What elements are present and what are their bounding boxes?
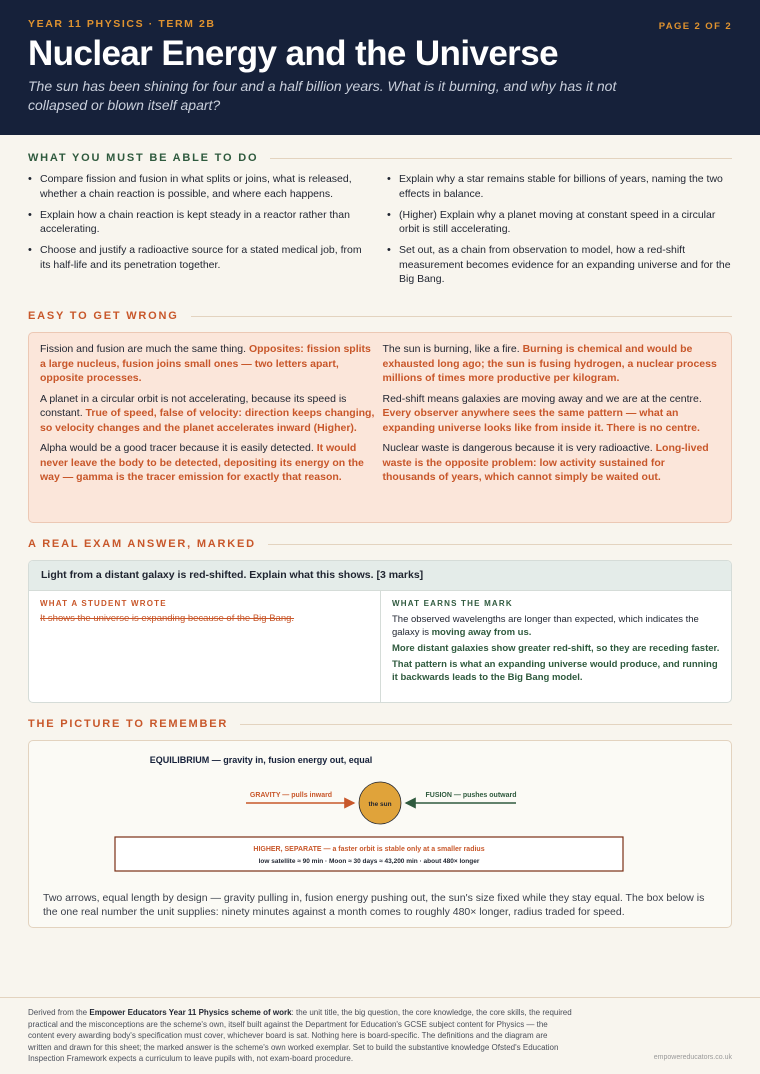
misconception-item: [40, 342, 378, 386]
divider: [268, 544, 732, 545]
misconception-claim: Nuclear waste is dangerous because it is very radioactive.: [382, 442, 653, 454]
mark-scheme-label: WHAT EARNS THE MARK: [392, 599, 513, 608]
orbit-comparison: low satellite ≈ 90 min · Moon ≈ 30 days ≈ 43,200 min · about 480× longer: [258, 858, 480, 865]
equilibrium-diagram-card: [28, 740, 732, 928]
misconception-item: [383, 441, 721, 485]
student-answer-column: [29, 591, 380, 703]
footer-lead: Derived from the: [28, 1008, 90, 1017]
footer-source: Empower Educators Year 11 Physics scheme of work: [89, 1008, 292, 1017]
objectives-list: [28, 172, 732, 293]
list-item: • Set out, as a chain from observation to model, how a red-shift measurement becomes evidence for an expanding universe and for the Big Bang.: [387, 243, 732, 287]
footer-credit: [28, 1007, 573, 1065]
course-eyebrow: YEAR 11 PHYSICS · TERM 2B: [28, 18, 216, 30]
objectives-right-column: [387, 172, 732, 293]
mark-point: That pattern is what an expanding universe would produce, and running it backwards leads to the Big Bang model.: [392, 659, 718, 683]
footer-text: : the unit title, the big question, the core knowledge, the core skills, the required practical and the misconceptions are the scheme's own, itself built against the Department for Education's GCSE subject content for Physics — the content every awarding body's specification must cover, whichever board is sat. Nothing here is board-specific. The definitions and the diagram are written and drawn for this sheet; the marked answer is the scheme's own worked exemplar. Set to build the substantive knowledge Ofsted's Education Inspection Framework expects a curriculum to leave pupils with, not exam-board procedure.: [28, 1008, 572, 1063]
misconception-correction: Every observer anywhere sees the same pattern — what an expanding universe looks like from inside it. There is no centre.: [382, 407, 700, 434]
misconception-claim: Alpha would be a good tracer because it is easily detected.: [40, 442, 314, 454]
misconception-correction: Burning is chemical and would be exhausted long ago; the sun is fusing hydrogen, a nuclear process millions of times more productive per kilogram.: [382, 343, 717, 384]
page-number: PAGE 2 OF 2: [658, 21, 732, 32]
sun-label: the sun: [368, 801, 392, 808]
misconception-correction: Long-lived waste is the opposite problem: low activity sustained for thousands of years, which cannot simply be waited out.: [382, 442, 709, 483]
page-title: Nuclear Energy and the Universe: [28, 34, 558, 73]
divider: [270, 158, 732, 159]
higher-orbit-heading: HIGHER, SEPARATE — a faster orbit is stable only at a smaller radius: [253, 846, 485, 853]
misconception-correction: Opposites: fission splits a large nucleus, fusion joins small ones — two letters apart, opposite processes.: [40, 343, 371, 384]
misconception-correction: True of speed, false of velocity: direction keeps changing, so velocity changes and the planet accelerates inward (Higher).: [40, 407, 375, 434]
list-item: • Explain how a chain reaction is kept steady in a reactor rather than accelerating.: [28, 208, 373, 237]
objectives-heading-label: WHAT YOU MUST BE ABLE TO DO: [28, 152, 259, 164]
misconception-item: [383, 342, 721, 386]
student-answer-label: WHAT A STUDENT WROTE: [40, 599, 167, 608]
picture-heading: [28, 718, 732, 730]
list-item: • (Higher) Explain why a planet moving at constant speed in a circular orbit is still accelerating.: [387, 208, 732, 237]
page-footer: [0, 997, 760, 1074]
list-item: • Choose and justify a radioactive source for a stated medical job, from its half-life and its penetration together.: [28, 243, 373, 272]
diagram-caption: Two arrows, equal length by design — gravity pulling in, fusion energy pushing out, the sun's size fixed while they stay equal. The box below is the one real number the unit supplies: ninety minutes against a month comes to roughly 480× longer, radius traded for speed.: [43, 892, 705, 918]
orbit-box: [115, 837, 623, 871]
misconceptions-heading: [28, 310, 732, 322]
divider: [240, 724, 732, 725]
misconceptions-panel: [28, 332, 732, 523]
list-item: • Compare fission and fusion in what splits or joins, what is released, whether a chain reaction is possible, and where each happens.: [28, 172, 373, 201]
list-item: • Explain why a star remains stable for billions of years, naming the two effects in balance.: [387, 172, 732, 201]
page-header: [0, 0, 760, 135]
mark-point-key: moving away from us.: [431, 627, 532, 638]
misconception-claim: Fission and fusion are much the same thing.: [40, 343, 247, 355]
misconception-claim: Red-shift means galaxies are moving away and we are at the centre.: [382, 392, 702, 405]
objectives-left-column: [28, 172, 373, 293]
misconception-claim: The sun is burning, like a fire.: [382, 343, 520, 355]
exam-answer-card: [28, 560, 732, 703]
divider: [191, 316, 732, 317]
mark-point: More distant galaxies show greater red-shift, so they are receding faster.: [392, 643, 720, 654]
misconceptions-heading-label: EASY TO GET WRONG: [28, 310, 179, 322]
exam-heading-label: A REAL EXAM ANSWER, MARKED: [28, 538, 256, 550]
misconception-correction: It would never leave the body to be detected, depositing its energy on the way — gamma is the tracer emission for exactly that reason.: [40, 442, 364, 483]
student-answer: It shows the universe is expanding because of the Big Bang.: [40, 613, 295, 624]
mark-scheme-column: [380, 591, 731, 703]
exam-heading: [28, 538, 732, 550]
misconception-item: [383, 392, 721, 436]
exam-columns: [29, 591, 731, 703]
page-subtitle: The sun has been shining for four and a half billion years. What is it burning, and why has it not collapsed or blown itself apart?: [28, 78, 617, 113]
misconceptions-left-column: [40, 342, 378, 513]
misconceptions-right-column: [383, 342, 721, 513]
objectives-heading: [28, 152, 732, 164]
misconception-item: [40, 441, 378, 485]
misconception-claim: A planet in a circular orbit is not accelerating, because its speed is constant.: [40, 392, 347, 419]
picture-heading-label: THE PICTURE TO REMEMBER: [28, 718, 229, 730]
fusion-label: FUSION — pushes outward: [425, 792, 517, 799]
gravity-label: GRAVITY — pulls inward: [249, 792, 333, 799]
footer-site: empowereducators.co.uk: [653, 1054, 732, 1061]
equilibrium-label: EQUILIBRIUM — gravity in, fusion energy out, equal: [149, 755, 373, 765]
mark-point-text: The observed wavelengths are longer than expected, which indicates the galaxy is: [392, 614, 699, 638]
mark-point: [392, 613, 720, 639]
exam-question: Light from a distant galaxy is red-shifted. Explain what this shows. [3 marks]: [29, 561, 731, 591]
misconception-item: [40, 392, 378, 436]
